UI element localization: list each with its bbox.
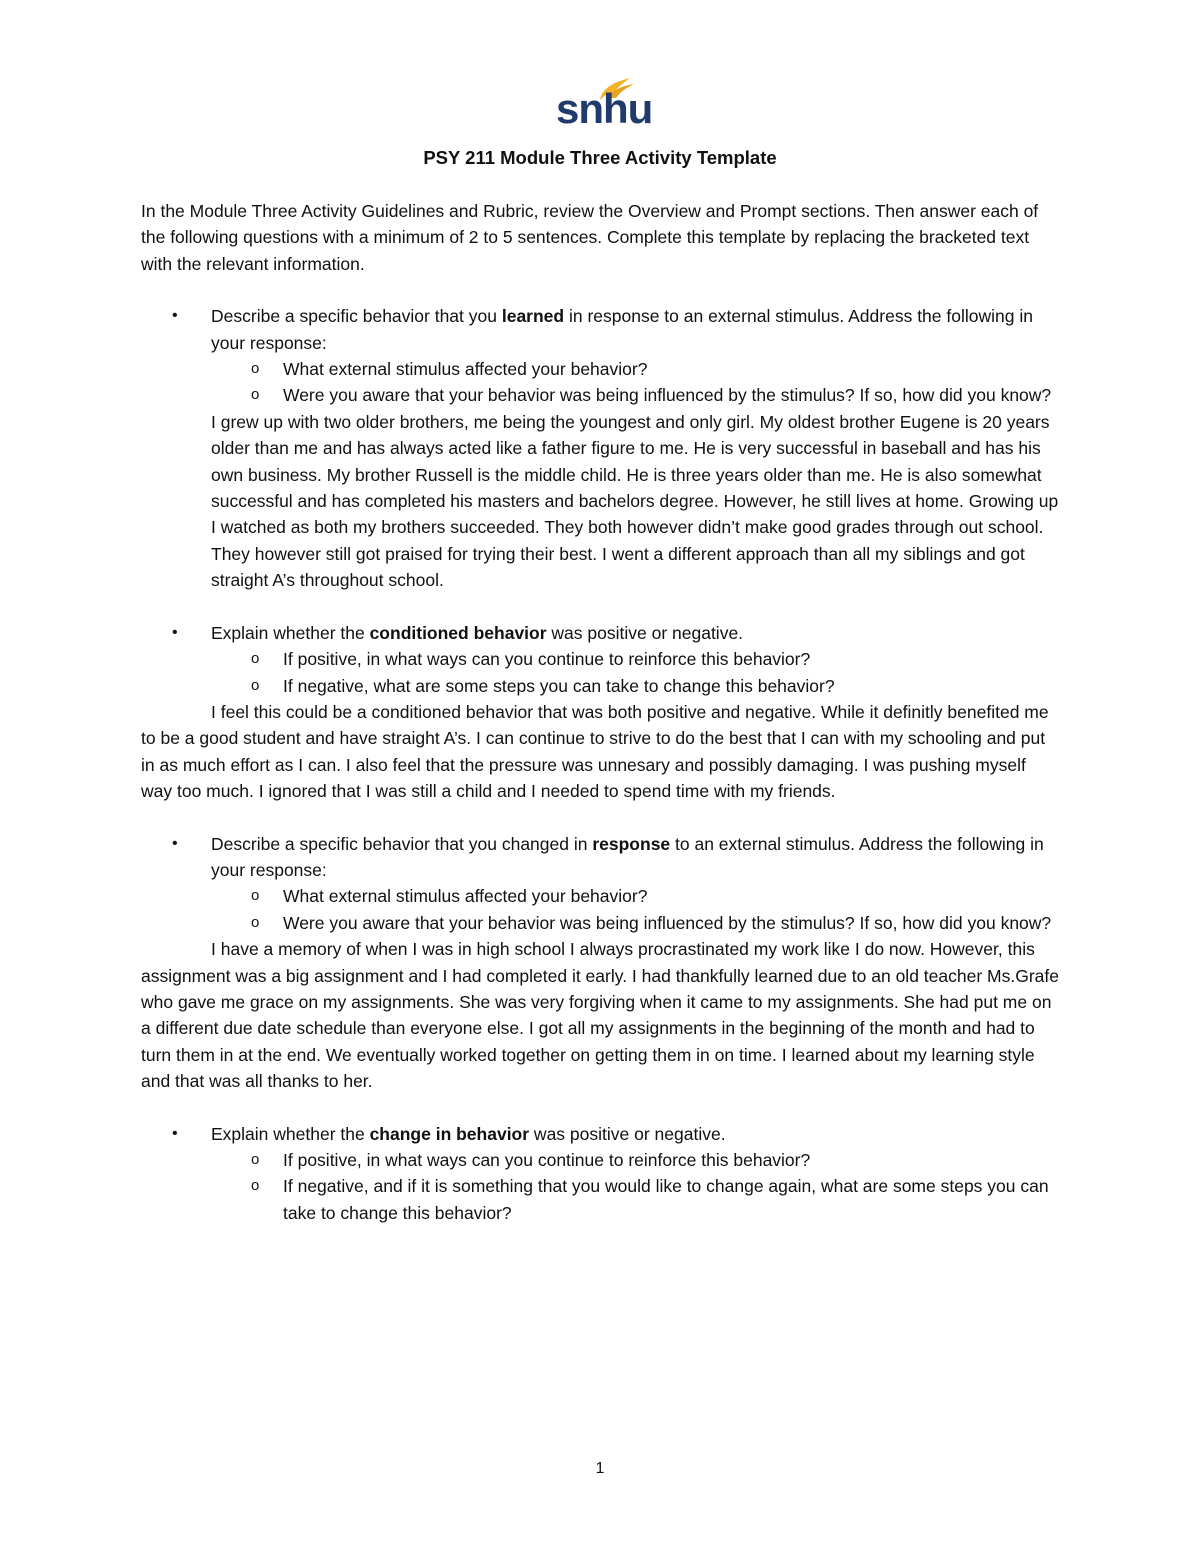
sub-bullet-icon: o <box>251 360 260 378</box>
sub-bullet-icon: o <box>251 887 260 905</box>
question-text: in response to an external stimulus. Address the following in your response: <box>211 306 1033 353</box>
sub-question: o If negative, what are some steps you can take to change this behavior? <box>211 673 1061 699</box>
snhu-logo <box>556 74 653 134</box>
sub-bullet-icon: o <box>251 1177 260 1195</box>
sub-question: o What external stimulus affected your behavior? <box>211 883 1061 909</box>
document-body <box>141 198 1061 1226</box>
question-bullet <box>141 303 1061 409</box>
sub-bullet-icon: o <box>251 1151 260 1168</box>
sub-question: o Were you aware that your behavior was being influenced by the stimulus? If so, how did you know? <box>211 382 1061 408</box>
question-bullet <box>141 831 1061 937</box>
sub-question-list <box>211 883 1061 936</box>
bullet-icon: • <box>172 623 178 641</box>
sub-question: o If positive, in what ways can you continue to reinforce this behavior? <box>211 1147 1061 1173</box>
question-bold-text: response <box>592 833 671 854</box>
sub-question: o If negative, and if it is something that you would like to change again, what are some steps you can take to change this behavior? <box>211 1173 1061 1226</box>
sub-bullet-icon: o <box>251 386 260 404</box>
bullet-icon: • <box>172 1124 178 1142</box>
sub-bullet-icon: o <box>251 650 260 668</box>
logo-wordmark: snhu <box>556 85 653 132</box>
question-bullet <box>141 1121 1061 1227</box>
bullet-icon: • <box>172 307 178 325</box>
question-text: was positive or negative. <box>546 622 744 643</box>
question-text: Describe a specific behavior that you changed in <box>211 833 593 854</box>
sub-question: o Were you aware that your behavior was being influenced by the stimulus? If so, how did you know? <box>211 910 1061 936</box>
question-bold-text: change in behavior <box>369 1123 530 1144</box>
intro-paragraph: In the Module Three Activity Guidelines and Rubric, review the Overview and Prompt sections. Then answer each of the following questions with a minimum of 2 to 5 sentences. Complete this template by replacing the bracketed text with the relevant information. <box>141 201 1039 274</box>
bullet-icon: • <box>172 834 178 852</box>
question-text: Explain whether the <box>211 1123 370 1144</box>
sub-question: o What external stimulus affected your behavior? <box>211 356 1061 382</box>
answer-paragraph: I grew up with two older brothers, me being the youngest and only girl. My oldest brother Eugene is 20 years older than me and has always acted like a father figure to me. He is very successful in baseball and has his own business. My brother Russell is the middle child. He is three years older than me. He is also somewhat successful and has completed his masters and bachelors degree. However, he still lives at home. Growing up I watched as both my brothers succeeded. They both however didn’t make good grades through out school. They however still got praised for trying their best. I went a different approach than all my siblings and got straight A’s throughout school. <box>211 411 1059 591</box>
question-text: Describe a specific behavior that you <box>211 306 502 327</box>
question-bold-text: learned <box>501 306 565 327</box>
question-text: Explain whether the <box>211 622 370 643</box>
question-text: was positive or negative. <box>529 1123 726 1144</box>
question-text: to an external stimulus. Address the following in your response: <box>211 833 1044 880</box>
sub-question: o If positive, in what ways can you continue to reinforce this behavior? <box>211 646 1061 672</box>
document-title: PSY 211 Module Three Activity Template <box>423 147 777 168</box>
question-bold-text: conditioned behavior <box>369 622 547 643</box>
answer-paragraph: I feel this could be a conditioned behavior that was both positive and negative. While it definitly benefited me to be a good student and have straight A’s. I can continue to strive to do the best that I can with my schooling and put in as much effort as I can. I also feel that the pressure was unnesary and possibly damaging. I was pushing myself way too much. I ignored that I was still a child and I needed to spend time with my friends. <box>141 701 1049 802</box>
sub-question-list <box>211 356 1061 409</box>
sub-bullet-icon: o <box>251 913 260 931</box>
question-bullet <box>141 620 1061 699</box>
sub-bullet-icon: o <box>251 676 260 694</box>
answer-paragraph: I have a memory of when I was in high school I always procrastinated my work like I do now. However, this assignment was a big assignment and I had completed it early. I had thankfully learned due to an old teacher Ms.Grafe who gave me grace on my assignments. She was very forgiving when it came to my assignments. She had put me on a different due date schedule than everyone else. I got all my assignments in the beginning of the month and had to turn them in at the end. We eventually worked together on getting them in on time. I learned about my learning style and that was all thanks to her. <box>141 939 1059 1092</box>
page-number: 1 <box>595 1460 605 1477</box>
sub-question-list <box>211 1147 1061 1226</box>
sub-question-list <box>211 646 1061 699</box>
